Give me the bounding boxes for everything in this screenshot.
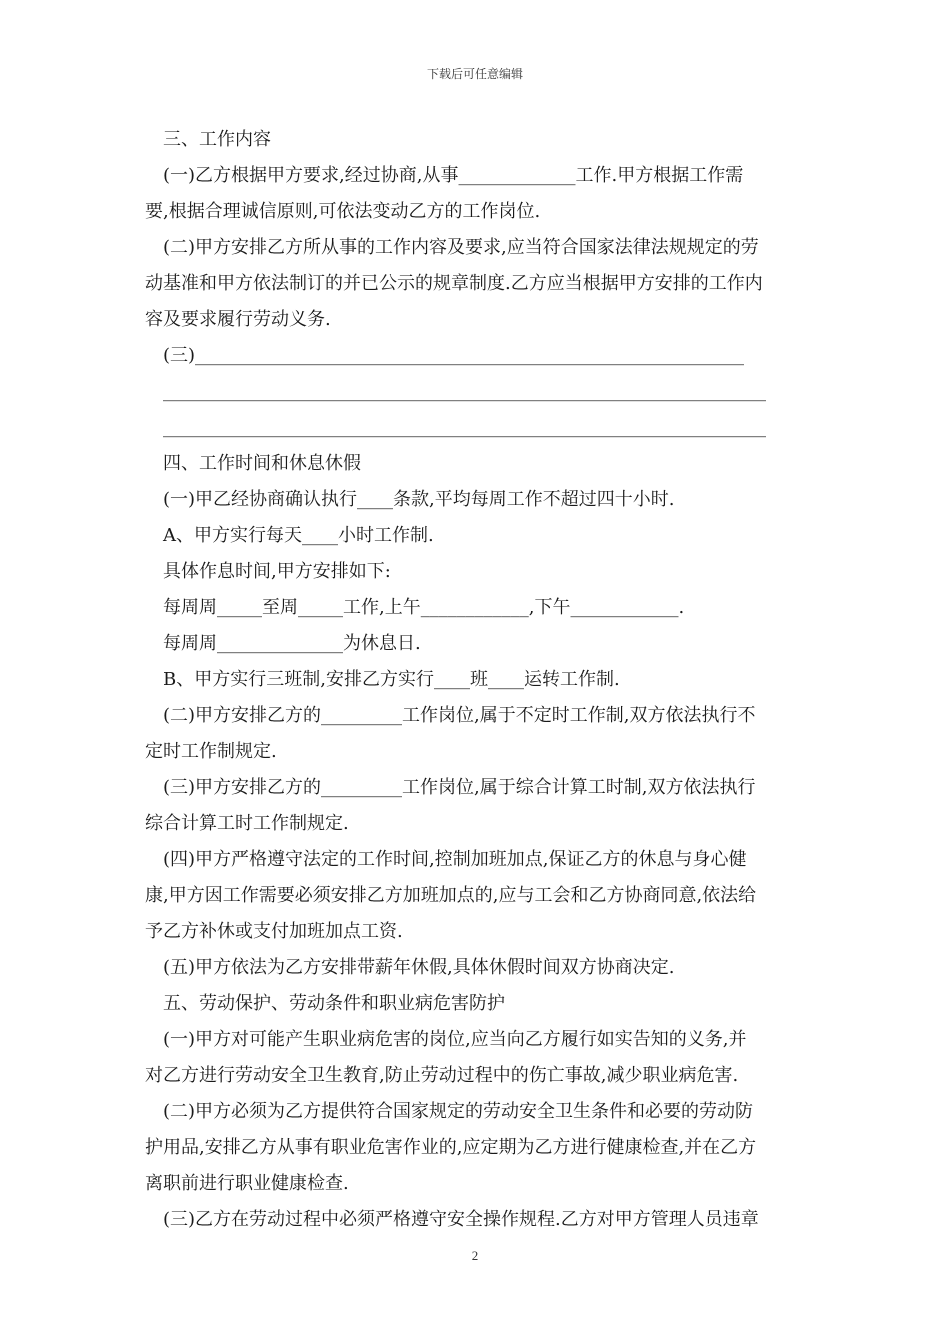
document-line: A、甲方实行每天____小时工作制.	[163, 525, 434, 546]
document-line: (一)乙方根据甲方要求,经过协商,从事_____________工作.甲方根据工作需	[163, 165, 744, 186]
document-line: ___________________________________________________________________	[163, 417, 766, 438]
document-line: 定时工作制规定.	[145, 741, 277, 762]
document-line: 离职前进行职业健康检查.	[145, 1173, 349, 1194]
page-header: 下载后可任意编辑	[426, 67, 523, 81]
document-line: 对乙方进行劳动安全卫生教育,防止劳动过程中的伤亡事故,减少职业病危害.	[145, 1065, 739, 1086]
document-line: (二)甲方安排乙方的_________工作岗位,属于不定时工作制,双方依法执行不	[163, 705, 756, 726]
document-line: 三、工作内容	[163, 129, 271, 150]
document-line: ___________________________________________________________________	[163, 381, 766, 402]
document-line: 康,甲方因工作需要必须安排乙方加班加点的,应与工会和乙方协商同意,依法给	[145, 885, 757, 906]
document-line: 动基准和甲方依法制订的并已公示的规章制度.乙方应当根据甲方安排的工作内	[145, 273, 763, 294]
document-line: (四)甲方严格遵守法定的工作时间,控制加班加点,保证乙方的休息与身心健	[163, 849, 747, 870]
document-line: (三)甲方安排乙方的_________工作岗位,属于综合计算工时制,双方依法执行	[163, 777, 756, 798]
document-line: 要,根据合理诚信原则,可依法变动乙方的工作岗位.	[145, 201, 541, 222]
document-line: B、甲方实行三班制,安排乙方实行____班____运转工作制.	[163, 669, 620, 690]
page-number: 2	[471, 1248, 479, 1263]
document-line: 护用品,安排乙方从事有职业危害作业的,应定期为乙方进行健康检查,并在乙方	[145, 1137, 757, 1158]
document-line: (一)甲乙经协商确认执行____条款,平均每周工作不超过四十小时.	[163, 489, 675, 510]
document-body	[145, 122, 810, 1238]
document-line: 五、劳动保护、劳动条件和职业病危害防护	[163, 993, 505, 1014]
document-line: 容及要求履行劳动义务.	[145, 309, 331, 330]
document-line: (一)甲方对可能产生职业病危害的岗位,应当向乙方履行如实告知的义务,并	[163, 1029, 747, 1050]
document-line: 每周周______________为休息日.	[163, 633, 421, 654]
document-line: 四、工作时间和休息休假	[163, 453, 361, 474]
document-line: 予乙方补休或支付加班加点工资.	[145, 921, 403, 942]
document-line: (三)乙方在劳动过程中必须严格遵守安全操作规程.乙方对甲方管理人员违章	[163, 1209, 759, 1230]
document-line: 综合计算工时工作制规定.	[145, 813, 349, 834]
document-line: (五)甲方依法为乙方安排带薪年休假,具体休假时间双方协商决定.	[163, 957, 675, 978]
document-line: 每周周_____至周_____工作,上午____________,下午____________.	[163, 597, 685, 618]
document-line: (二)甲方必须为乙方提供符合国家规定的劳动安全卫生条件和必要的劳动防	[163, 1101, 754, 1122]
document-line: 具体作息时间,甲方安排如下:	[163, 561, 391, 582]
document-line: (三)_____________________________________________________________	[163, 345, 745, 366]
document-line: (二)甲方安排乙方所从事的工作内容及要求,应当符合国家法律法规规定的劳	[163, 237, 759, 258]
